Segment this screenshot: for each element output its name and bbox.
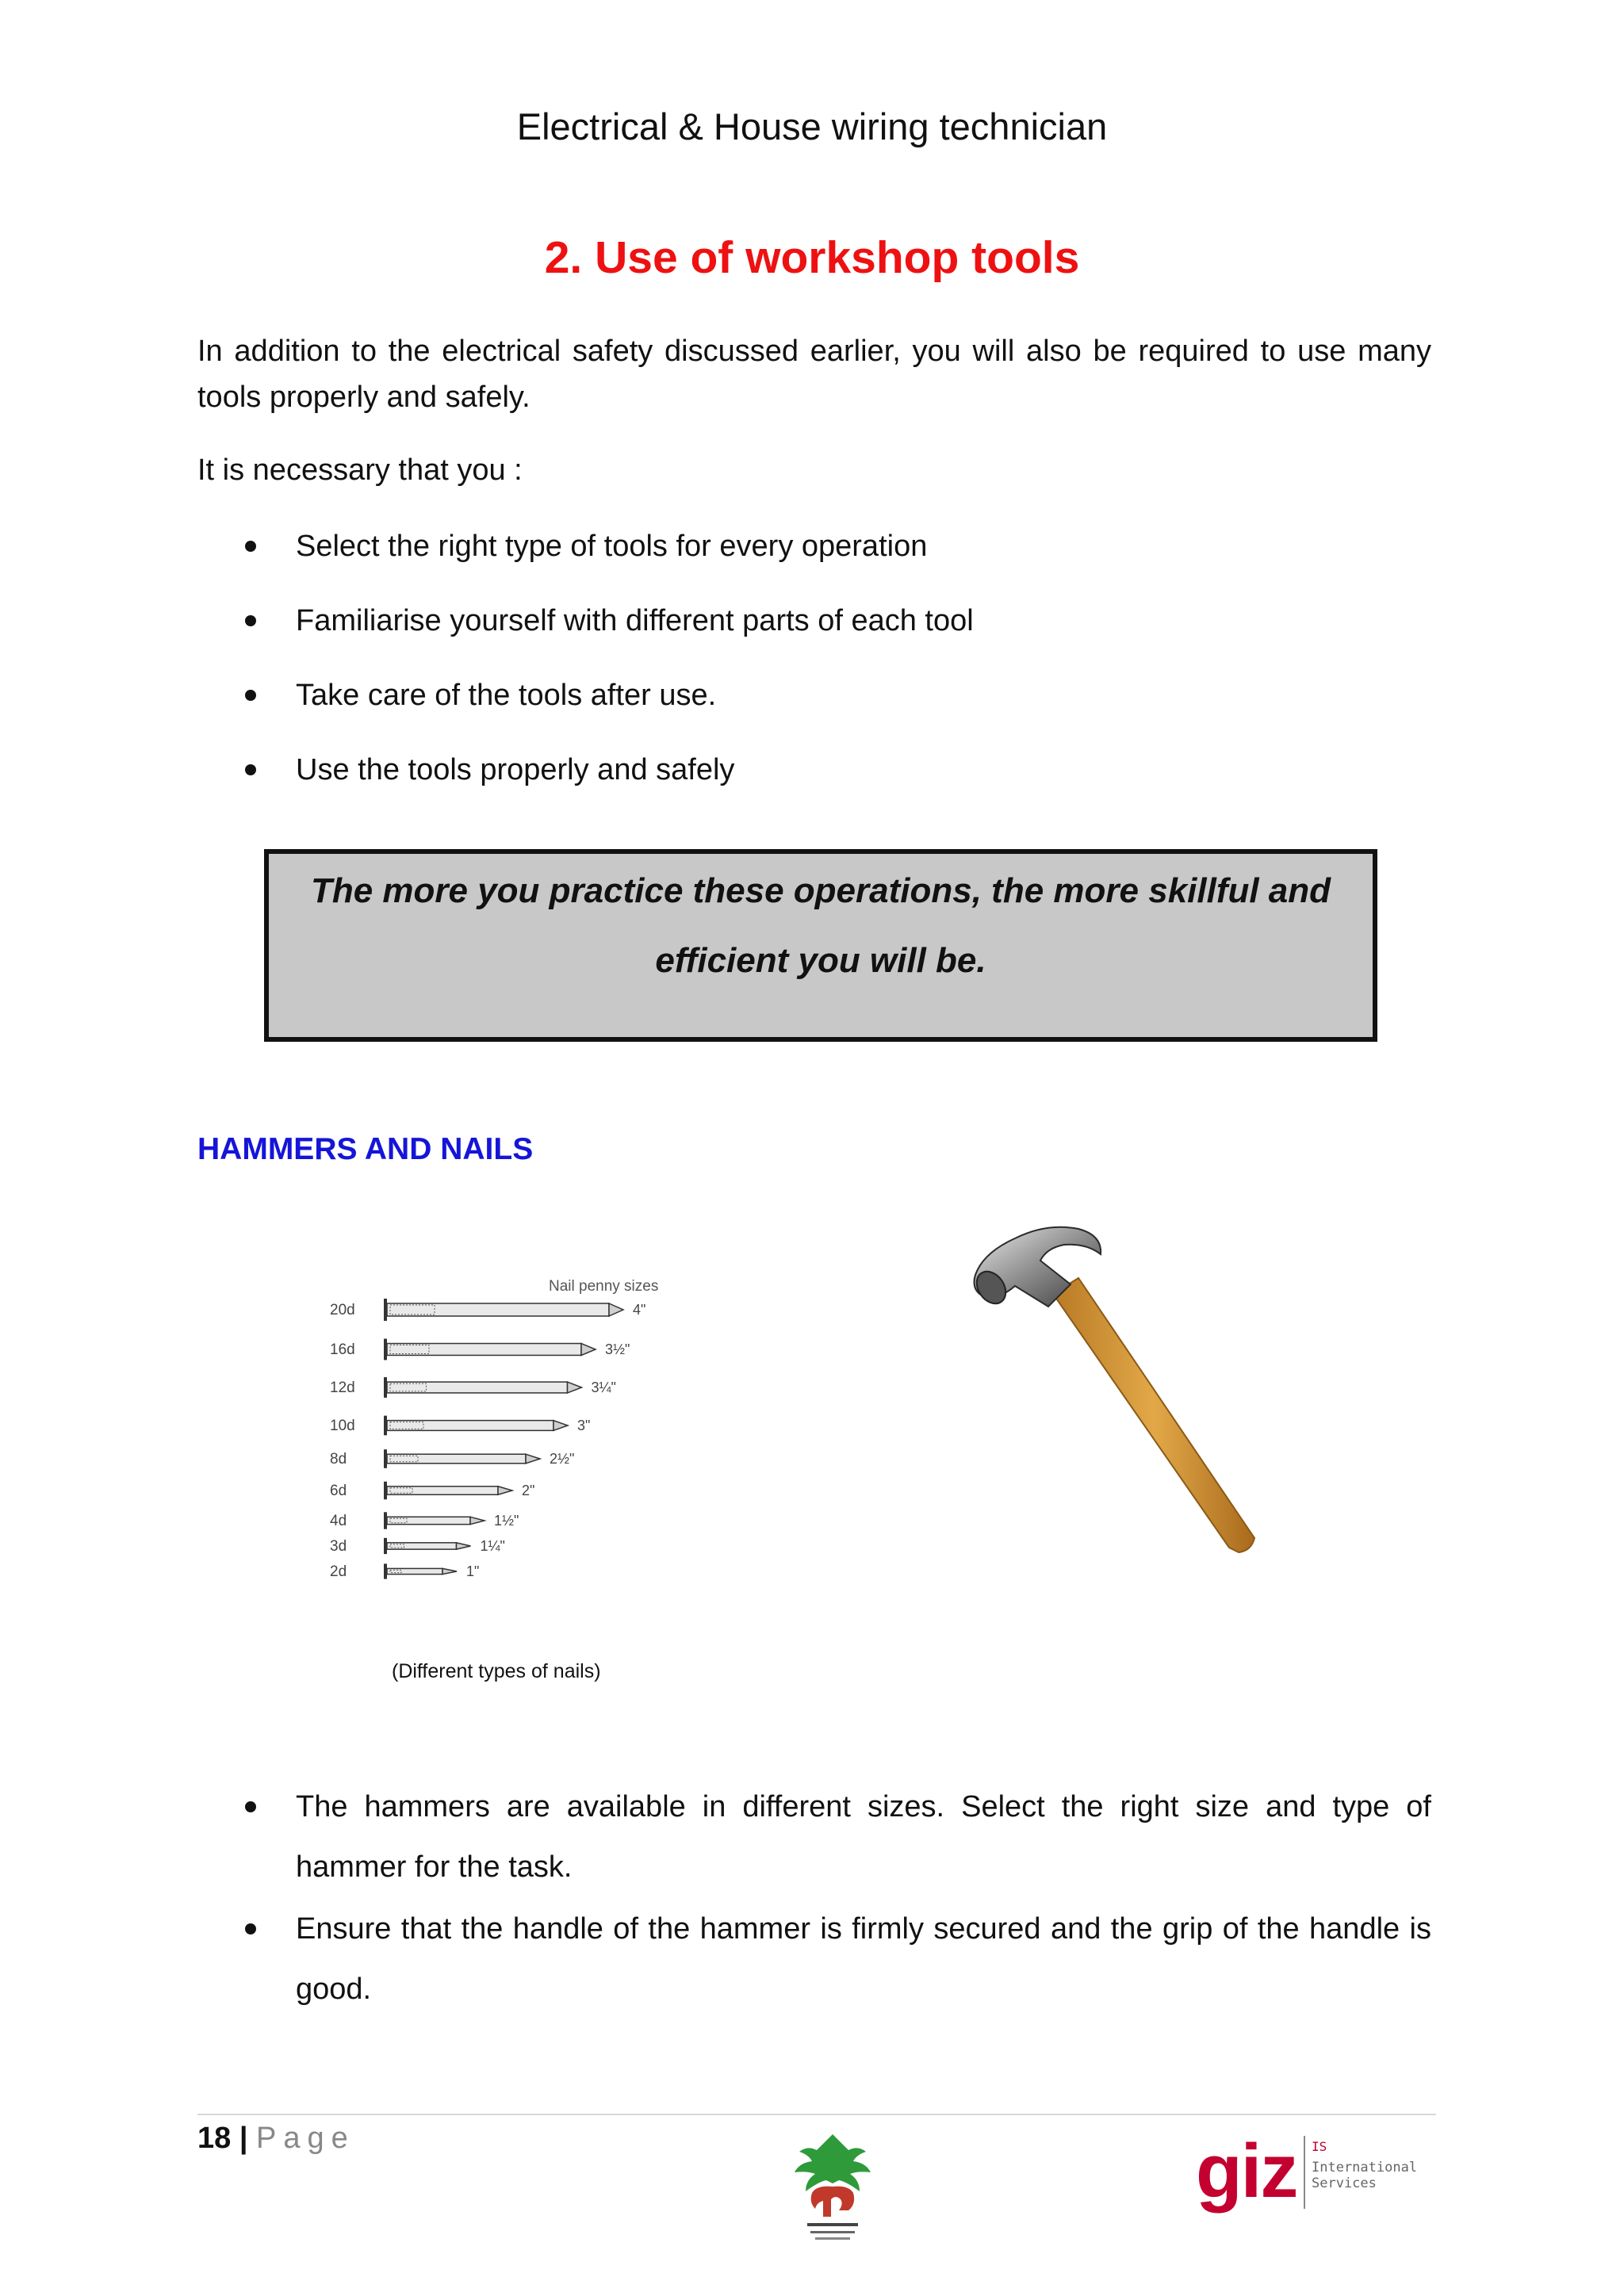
- nail-row: [330, 1449, 574, 1468]
- page-separator: |: [239, 2122, 248, 2155]
- nail-length-label: 2½": [550, 1451, 575, 1467]
- bullet-icon: [245, 764, 256, 775]
- bullet-icon: [245, 541, 256, 552]
- nail-length-label: 1½": [494, 1513, 519, 1529]
- nail-size-label: 20d: [330, 1302, 355, 1318]
- page-word: Page: [256, 2122, 355, 2155]
- giz-divider: [1304, 2136, 1305, 2209]
- nail-size-label: 8d: [330, 1451, 347, 1468]
- nail-figure-title: Nail penny sizes: [549, 1278, 659, 1295]
- nail-row: [330, 1538, 505, 1555]
- giz-wordmark: giz: [1196, 2129, 1297, 2214]
- list-item: [245, 1784, 1431, 1884]
- intro-paragraph: In addition to the electrical safety discussed earlier, you will also be required to use many tools properly and safely.: [197, 335, 1431, 414]
- nail-shaft: [387, 1382, 568, 1393]
- nail-row: [330, 1339, 630, 1360]
- nail-tip: [457, 1543, 471, 1549]
- nail-tip: [609, 1303, 623, 1316]
- nail-tip: [526, 1454, 540, 1464]
- nail-length-label: 1": [466, 1563, 480, 1579]
- scheme-logo: [785, 2128, 880, 2247]
- nail-size-label: 12d: [330, 1380, 355, 1396]
- callout-line-2: efficient you will be.: [655, 941, 986, 980]
- nail-tip: [442, 1568, 457, 1574]
- nail-row: [330, 1416, 590, 1436]
- nail-length-label: 3½": [605, 1341, 630, 1357]
- list-item-text: Use the tools properly and safely: [296, 753, 735, 786]
- nail-shaft: [387, 1454, 526, 1464]
- giz-is-label: IS: [1312, 2139, 1327, 2154]
- page-number: [197, 2122, 355, 2156]
- nail-shaft: [387, 1568, 442, 1574]
- bullet-icon: [245, 1801, 256, 1812]
- nail-length-label: 3¼": [591, 1380, 616, 1395]
- list-item-text: Select the right type of tools for every operation: [296, 530, 928, 563]
- chapter-title: 2. Use of workshop tools: [544, 232, 1080, 283]
- nail-sizes-figure: [327, 1261, 850, 1625]
- page-number-value: 18: [197, 2122, 232, 2155]
- section-heading: HAMMERS AND NAILS: [197, 1132, 534, 1166]
- nail-shaft: [387, 1543, 457, 1549]
- hammer-icon: [959, 1205, 1277, 1570]
- nail-tip: [470, 1517, 485, 1524]
- list-item-text: The hammers are available in different sizes. Select the right size and type of hammer for the task.: [296, 1790, 1431, 1884]
- nail-size-label: 16d: [330, 1341, 355, 1358]
- figure-caption: (Different types of nails): [392, 1660, 601, 1682]
- nail-row: [330, 1299, 645, 1321]
- nail-length-label: 1¼": [480, 1538, 505, 1554]
- nail-row: [330, 1482, 534, 1500]
- list-item-text: Take care of the tools after use.: [296, 679, 717, 712]
- nail-length-label: 3": [577, 1418, 591, 1433]
- nail-row: [330, 1512, 519, 1529]
- nail-length-label: 2": [522, 1483, 535, 1498]
- list-item-text: Familiarise yourself with different parts of each tool: [296, 604, 974, 637]
- bullet-icon: [245, 690, 256, 701]
- bullet-icon: [245, 1923, 256, 1934]
- nail-tip: [553, 1421, 568, 1431]
- nail-size-label: 10d: [330, 1418, 355, 1434]
- nail-size-label: 4d: [330, 1513, 347, 1529]
- nail-length-label: 4": [633, 1302, 646, 1318]
- giz-logo: [1196, 2128, 1450, 2215]
- nail-row: [330, 1377, 616, 1398]
- nail-row: [330, 1563, 479, 1580]
- nail-tip: [581, 1344, 596, 1356]
- running-header: Electrical & House wiring technician: [516, 105, 1108, 147]
- nail-size-label: 2d: [330, 1563, 347, 1580]
- intro-lead-in: It is necessary that you :: [197, 453, 523, 487]
- bullet-icon: [245, 615, 256, 626]
- nail-size-label: 6d: [330, 1483, 347, 1499]
- list-item-text: Ensure that the handle of the hammer is firmly secured and the grip of the handle is good.: [296, 1912, 1431, 2006]
- callout-box: [264, 849, 1377, 1042]
- giz-subtitle: International Services: [1312, 2160, 1418, 2191]
- callout-line-1: The more you practice these operations, the more skillful and: [310, 871, 1331, 910]
- nail-tip: [568, 1382, 582, 1393]
- list-item: [245, 1906, 1431, 2006]
- footer-divider: [197, 2114, 1436, 2115]
- nail-shaft: [387, 1517, 470, 1524]
- nail-size-label: 3d: [330, 1538, 347, 1555]
- nail-tip: [498, 1487, 512, 1495]
